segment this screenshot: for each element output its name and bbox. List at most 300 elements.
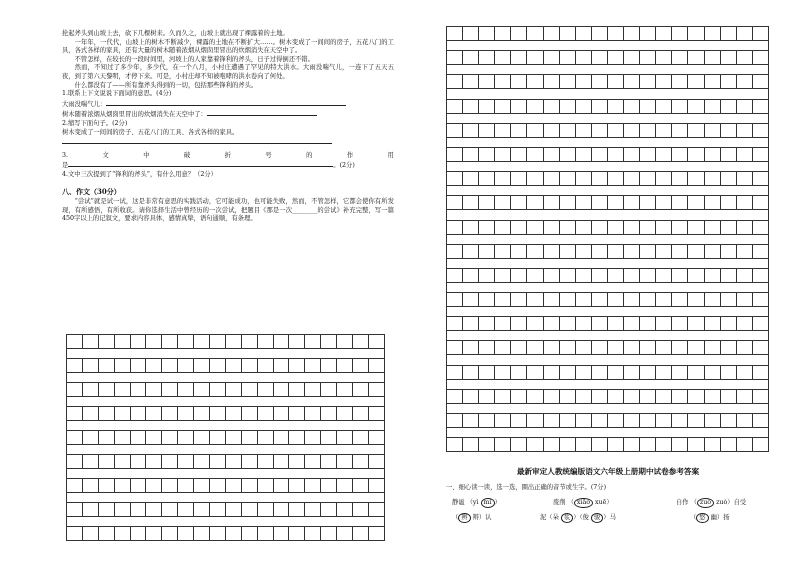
- grid-cell[interactable]: [527, 268, 543, 282]
- grid-cell[interactable]: [225, 455, 241, 469]
- grid-cell[interactable]: [225, 335, 241, 349]
- grid-cell[interactable]: [559, 99, 575, 113]
- grid-cell[interactable]: [543, 244, 559, 258]
- grid-cell[interactable]: [575, 51, 591, 65]
- grid-cell[interactable]: [479, 341, 495, 355]
- grid-cell[interactable]: [752, 414, 768, 428]
- grid-cell[interactable]: [543, 365, 559, 379]
- grid-cell[interactable]: [640, 51, 656, 65]
- grid-cell[interactable]: [752, 293, 768, 307]
- grid-cell[interactable]: [736, 341, 752, 355]
- grid-cell[interactable]: [720, 99, 736, 113]
- grid-cell[interactable]: [591, 220, 607, 234]
- grid-cell[interactable]: [640, 293, 656, 307]
- grid-cell[interactable]: [337, 335, 353, 349]
- grid-cell[interactable]: [495, 341, 511, 355]
- grid-cell[interactable]: [479, 172, 495, 186]
- grid-cell[interactable]: [321, 455, 337, 469]
- grid-cell[interactable]: [656, 196, 672, 210]
- grid-cell[interactable]: [575, 389, 591, 403]
- grid-cell[interactable]: [495, 317, 511, 331]
- grid-cell[interactable]: [447, 438, 463, 452]
- grid-cell[interactable]: [67, 407, 83, 421]
- grid-cell[interactable]: [194, 431, 210, 445]
- grid-cell[interactable]: [688, 172, 704, 186]
- grid-cell[interactable]: [607, 341, 623, 355]
- grid-cell[interactable]: [479, 196, 495, 210]
- grid-cell[interactable]: [511, 341, 527, 355]
- grid-cell[interactable]: [479, 317, 495, 331]
- grid-cell[interactable]: [527, 220, 543, 234]
- grid-cell[interactable]: [688, 293, 704, 307]
- grid-cell[interactable]: [353, 479, 369, 493]
- grid-cell[interactable]: [241, 359, 257, 373]
- grid-cell[interactable]: [511, 27, 527, 41]
- grid-cell[interactable]: [210, 335, 226, 349]
- grid-cell[interactable]: [591, 99, 607, 113]
- grid-cell[interactable]: [194, 503, 210, 517]
- grid-cell[interactable]: [289, 407, 305, 421]
- grid-cell[interactable]: [495, 389, 511, 403]
- grid-cell[interactable]: [98, 407, 114, 421]
- grid-cell[interactable]: [607, 51, 623, 65]
- grid-cell[interactable]: [640, 172, 656, 186]
- grid-cell[interactable]: [736, 365, 752, 379]
- grid-cell[interactable]: [752, 389, 768, 403]
- grid-cell[interactable]: [656, 389, 672, 403]
- grid-cell[interactable]: [720, 172, 736, 186]
- grid-cell[interactable]: [527, 414, 543, 428]
- grid-cell[interactable]: [447, 196, 463, 210]
- grid-cell[interactable]: [305, 479, 321, 493]
- grid-cell[interactable]: [178, 527, 194, 541]
- grid-cell[interactable]: [114, 359, 130, 373]
- grid-cell[interactable]: [257, 503, 273, 517]
- grid-cell[interactable]: [130, 479, 146, 493]
- grid-cell[interactable]: [543, 123, 559, 137]
- grid-cell[interactable]: [624, 268, 640, 282]
- grid-cell[interactable]: [495, 196, 511, 210]
- grid-cell[interactable]: [559, 365, 575, 379]
- grid-cell[interactable]: [368, 479, 384, 493]
- grid-cell[interactable]: [321, 335, 337, 349]
- grid-cell[interactable]: [656, 99, 672, 113]
- grid-cell[interactable]: [98, 335, 114, 349]
- grid-cell[interactable]: [225, 503, 241, 517]
- grid-cell[interactable]: [130, 527, 146, 541]
- grid-cell[interactable]: [305, 383, 321, 397]
- grid-cell[interactable]: [447, 99, 463, 113]
- grid-cell[interactable]: [672, 341, 688, 355]
- grid-cell[interactable]: [241, 383, 257, 397]
- grid-cell[interactable]: [479, 220, 495, 234]
- grid-cell[interactable]: [640, 220, 656, 234]
- grid-cell[interactable]: [704, 99, 720, 113]
- grid-cell[interactable]: [495, 99, 511, 113]
- grid-cell[interactable]: [273, 527, 289, 541]
- grid-cell[interactable]: [720, 147, 736, 161]
- grid-cell[interactable]: [543, 99, 559, 113]
- grid-cell[interactable]: [575, 27, 591, 41]
- grid-cell[interactable]: [479, 414, 495, 428]
- grid-cell[interactable]: [241, 455, 257, 469]
- grid-cell[interactable]: [273, 359, 289, 373]
- grid-cell[interactable]: [67, 431, 83, 445]
- grid-cell[interactable]: [704, 196, 720, 210]
- grid-cell[interactable]: [495, 123, 511, 137]
- grid-cell[interactable]: [98, 383, 114, 397]
- grid-cell[interactable]: [704, 147, 720, 161]
- grid-cell[interactable]: [479, 268, 495, 282]
- grid-cell[interactable]: [82, 455, 98, 469]
- grid-cell[interactable]: [720, 414, 736, 428]
- grid-cell[interactable]: [591, 123, 607, 137]
- grid-cell[interactable]: [624, 51, 640, 65]
- grid-cell[interactable]: [82, 383, 98, 397]
- grid-cell[interactable]: [688, 99, 704, 113]
- grid-cell[interactable]: [82, 407, 98, 421]
- grid-cell[interactable]: [543, 268, 559, 282]
- grid-cell[interactable]: [130, 383, 146, 397]
- grid-cell[interactable]: [543, 51, 559, 65]
- grid-cell[interactable]: [559, 196, 575, 210]
- grid-cell[interactable]: [463, 414, 479, 428]
- grid-cell[interactable]: [607, 317, 623, 331]
- grid-cell[interactable]: [688, 365, 704, 379]
- grid-cell[interactable]: [704, 365, 720, 379]
- grid-cell[interactable]: [337, 455, 353, 469]
- grid-cell[interactable]: [640, 147, 656, 161]
- grid-cell[interactable]: [607, 244, 623, 258]
- grid-cell[interactable]: [543, 438, 559, 452]
- grid-cell[interactable]: [704, 389, 720, 403]
- grid-cell[interactable]: [146, 359, 162, 373]
- grid-cell[interactable]: [194, 527, 210, 541]
- grid-cell[interactable]: [257, 431, 273, 445]
- grid-cell[interactable]: [146, 455, 162, 469]
- grid-cell[interactable]: [337, 359, 353, 373]
- grid-cell[interactable]: [640, 317, 656, 331]
- grid-cell[interactable]: [575, 172, 591, 186]
- grid-cell[interactable]: [178, 479, 194, 493]
- grid-cell[interactable]: [495, 172, 511, 186]
- grid-cell[interactable]: [736, 220, 752, 234]
- grid-cell[interactable]: [82, 431, 98, 445]
- grid-cell[interactable]: [607, 123, 623, 137]
- grid-cell[interactable]: [575, 317, 591, 331]
- grid-cell[interactable]: [656, 438, 672, 452]
- grid-cell[interactable]: [241, 431, 257, 445]
- grid-cell[interactable]: [463, 293, 479, 307]
- grid-cell[interactable]: [447, 75, 463, 89]
- grid-cell[interactable]: [624, 293, 640, 307]
- grid-cell[interactable]: [479, 27, 495, 41]
- grid-cell[interactable]: [353, 527, 369, 541]
- grid-cell[interactable]: [114, 503, 130, 517]
- grid-cell[interactable]: [447, 317, 463, 331]
- grid-cell[interactable]: [337, 407, 353, 421]
- grid-cell[interactable]: [463, 341, 479, 355]
- grid-cell[interactable]: [479, 389, 495, 403]
- grid-cell[interactable]: [495, 414, 511, 428]
- grid-cell[interactable]: [607, 293, 623, 307]
- grid-cell[interactable]: [162, 503, 178, 517]
- grid-cell[interactable]: [672, 438, 688, 452]
- grid-cell[interactable]: [273, 479, 289, 493]
- grid-cell[interactable]: [624, 123, 640, 137]
- grid-cell[interactable]: [305, 407, 321, 421]
- grid-cell[interactable]: [305, 359, 321, 373]
- grid-cell[interactable]: [607, 172, 623, 186]
- grid-cell[interactable]: [368, 431, 384, 445]
- grid-cell[interactable]: [273, 455, 289, 469]
- grid-cell[interactable]: [607, 196, 623, 210]
- grid-cell[interactable]: [656, 317, 672, 331]
- grid-cell[interactable]: [463, 51, 479, 65]
- grid-cell[interactable]: [321, 503, 337, 517]
- grid-cell[interactable]: [447, 123, 463, 137]
- grid-cell[interactable]: [672, 196, 688, 210]
- grid-cell[interactable]: [225, 431, 241, 445]
- grid-cell[interactable]: [736, 99, 752, 113]
- grid-cell[interactable]: [178, 455, 194, 469]
- grid-cell[interactable]: [210, 503, 226, 517]
- grid-cell[interactable]: [559, 389, 575, 403]
- grid-cell[interactable]: [241, 407, 257, 421]
- grid-cell[interactable]: [527, 99, 543, 113]
- grid-cell[interactable]: [162, 407, 178, 421]
- grid-cell[interactable]: [736, 293, 752, 307]
- grid-cell[interactable]: [225, 359, 241, 373]
- grid-cell[interactable]: [67, 455, 83, 469]
- grid-cell[interactable]: [656, 75, 672, 89]
- grid-cell[interactable]: [559, 123, 575, 137]
- grid-cell[interactable]: [511, 268, 527, 282]
- answer-blank-1a[interactable]: [106, 99, 346, 106]
- grid-cell[interactable]: [591, 51, 607, 65]
- grid-cell[interactable]: [305, 527, 321, 541]
- grid-cell[interactable]: [479, 438, 495, 452]
- grid-cell[interactable]: [527, 27, 543, 41]
- grid-cell[interactable]: [305, 455, 321, 469]
- grid-cell[interactable]: [273, 335, 289, 349]
- grid-cell[interactable]: [704, 293, 720, 307]
- grid-cell[interactable]: [463, 99, 479, 113]
- grid-cell[interactable]: [672, 75, 688, 89]
- grid-cell[interactable]: [114, 479, 130, 493]
- grid-cell[interactable]: [752, 317, 768, 331]
- grid-cell[interactable]: [162, 455, 178, 469]
- grid-cell[interactable]: [495, 51, 511, 65]
- grid-cell[interactable]: [353, 431, 369, 445]
- grid-cell[interactable]: [98, 503, 114, 517]
- grid-cell[interactable]: [353, 383, 369, 397]
- grid-cell[interactable]: [463, 172, 479, 186]
- grid-cell[interactable]: [527, 293, 543, 307]
- grid-cell[interactable]: [640, 414, 656, 428]
- grid-cell[interactable]: [688, 220, 704, 234]
- grid-cell[interactable]: [178, 431, 194, 445]
- grid-cell[interactable]: [591, 244, 607, 258]
- grid-cell[interactable]: [225, 479, 241, 493]
- grid-cell[interactable]: [640, 27, 656, 41]
- grid-cell[interactable]: [146, 431, 162, 445]
- grid-cell[interactable]: [559, 220, 575, 234]
- grid-cell[interactable]: [114, 527, 130, 541]
- grid-cell[interactable]: [752, 220, 768, 234]
- grid-cell[interactable]: [368, 503, 384, 517]
- grid-cell[interactable]: [114, 407, 130, 421]
- grid-cell[interactable]: [575, 196, 591, 210]
- composition-grid-left[interactable]: [66, 334, 385, 541]
- grid-cell[interactable]: [672, 147, 688, 161]
- grid-cell[interactable]: [162, 431, 178, 445]
- grid-cell[interactable]: [257, 455, 273, 469]
- grid-cell[interactable]: [463, 244, 479, 258]
- grid-cell[interactable]: [98, 431, 114, 445]
- grid-cell[interactable]: [624, 99, 640, 113]
- grid-cell[interactable]: [672, 293, 688, 307]
- grid-cell[interactable]: [672, 414, 688, 428]
- grid-cell[interactable]: [210, 431, 226, 445]
- grid-cell[interactable]: [495, 27, 511, 41]
- grid-cell[interactable]: [257, 407, 273, 421]
- grid-cell[interactable]: [688, 268, 704, 282]
- grid-cell[interactable]: [559, 51, 575, 65]
- grid-cell[interactable]: [146, 407, 162, 421]
- grid-cell[interactable]: [704, 341, 720, 355]
- grid-cell[interactable]: [321, 359, 337, 373]
- grid-cell[interactable]: [511, 365, 527, 379]
- answer-blank-3[interactable]: [68, 160, 333, 167]
- grid-cell[interactable]: [624, 147, 640, 161]
- grid-cell[interactable]: [720, 365, 736, 379]
- grid-cell[interactable]: [289, 455, 305, 469]
- grid-cell[interactable]: [337, 383, 353, 397]
- grid-cell[interactable]: [656, 51, 672, 65]
- grid-cell[interactable]: [98, 455, 114, 469]
- grid-cell[interactable]: [720, 27, 736, 41]
- grid-cell[interactable]: [543, 414, 559, 428]
- grid-cell[interactable]: [67, 359, 83, 373]
- grid-cell[interactable]: [559, 341, 575, 355]
- grid-cell[interactable]: [736, 268, 752, 282]
- grid-cell[interactable]: [720, 196, 736, 210]
- grid-cell[interactable]: [178, 383, 194, 397]
- grid-cell[interactable]: [194, 479, 210, 493]
- grid-cell[interactable]: [178, 335, 194, 349]
- grid-cell[interactable]: [720, 341, 736, 355]
- grid-cell[interactable]: [194, 359, 210, 373]
- grid-cell[interactable]: [225, 527, 241, 541]
- grid-cell[interactable]: [591, 317, 607, 331]
- grid-cell[interactable]: [337, 503, 353, 517]
- grid-cell[interactable]: [495, 268, 511, 282]
- grid-cell[interactable]: [210, 455, 226, 469]
- grid-cell[interactable]: [447, 220, 463, 234]
- grid-cell[interactable]: [353, 359, 369, 373]
- grid-cell[interactable]: [736, 75, 752, 89]
- grid-cell[interactable]: [368, 455, 384, 469]
- grid-cell[interactable]: [720, 317, 736, 331]
- grid-cell[interactable]: [607, 147, 623, 161]
- grid-cell[interactable]: [559, 438, 575, 452]
- grid-cell[interactable]: [688, 414, 704, 428]
- grid-cell[interactable]: [656, 268, 672, 282]
- grid-cell[interactable]: [305, 431, 321, 445]
- grid-cell[interactable]: [527, 147, 543, 161]
- grid-cell[interactable]: [114, 335, 130, 349]
- grid-cell[interactable]: [257, 383, 273, 397]
- grid-cell[interactable]: [720, 220, 736, 234]
- grid-cell[interactable]: [752, 196, 768, 210]
- grid-cell[interactable]: [368, 383, 384, 397]
- grid-cell[interactable]: [704, 172, 720, 186]
- grid-cell[interactable]: [624, 389, 640, 403]
- grid-cell[interactable]: [368, 527, 384, 541]
- grid-cell[interactable]: [591, 389, 607, 403]
- grid-cell[interactable]: [688, 341, 704, 355]
- grid-cell[interactable]: [321, 431, 337, 445]
- grid-cell[interactable]: [720, 75, 736, 89]
- grid-cell[interactable]: [704, 244, 720, 258]
- grid-cell[interactable]: [130, 455, 146, 469]
- grid-cell[interactable]: [527, 389, 543, 403]
- grid-cell[interactable]: [463, 147, 479, 161]
- grid-cell[interactable]: [607, 365, 623, 379]
- grid-cell[interactable]: [688, 147, 704, 161]
- grid-cell[interactable]: [736, 414, 752, 428]
- grid-cell[interactable]: [688, 196, 704, 210]
- grid-cell[interactable]: [178, 503, 194, 517]
- grid-cell[interactable]: [447, 27, 463, 41]
- grid-cell[interactable]: [368, 335, 384, 349]
- grid-cell[interactable]: [337, 527, 353, 541]
- grid-cell[interactable]: [527, 244, 543, 258]
- grid-cell[interactable]: [559, 75, 575, 89]
- grid-cell[interactable]: [672, 27, 688, 41]
- grid-cell[interactable]: [273, 431, 289, 445]
- answer-blank-1b[interactable]: [207, 109, 317, 116]
- grid-cell[interactable]: [591, 438, 607, 452]
- grid-cell[interactable]: [752, 438, 768, 452]
- grid-cell[interactable]: [479, 75, 495, 89]
- grid-cell[interactable]: [624, 220, 640, 234]
- grid-cell[interactable]: [511, 196, 527, 210]
- grid-cell[interactable]: [543, 293, 559, 307]
- grid-cell[interactable]: [736, 438, 752, 452]
- grid-cell[interactable]: [640, 75, 656, 89]
- grid-cell[interactable]: [640, 365, 656, 379]
- grid-cell[interactable]: [495, 244, 511, 258]
- grid-cell[interactable]: [559, 172, 575, 186]
- grid-cell[interactable]: [607, 414, 623, 428]
- grid-cell[interactable]: [575, 123, 591, 137]
- grid-cell[interactable]: [511, 389, 527, 403]
- grid-cell[interactable]: [752, 99, 768, 113]
- grid-cell[interactable]: [178, 407, 194, 421]
- grid-cell[interactable]: [543, 27, 559, 41]
- grid-cell[interactable]: [591, 196, 607, 210]
- grid-cell[interactable]: [736, 317, 752, 331]
- grid-cell[interactable]: [624, 341, 640, 355]
- grid-cell[interactable]: [656, 414, 672, 428]
- grid-cell[interactable]: [575, 244, 591, 258]
- grid-cell[interactable]: [559, 147, 575, 161]
- grid-cell[interactable]: [672, 365, 688, 379]
- grid-cell[interactable]: [353, 455, 369, 469]
- grid-cell[interactable]: [543, 341, 559, 355]
